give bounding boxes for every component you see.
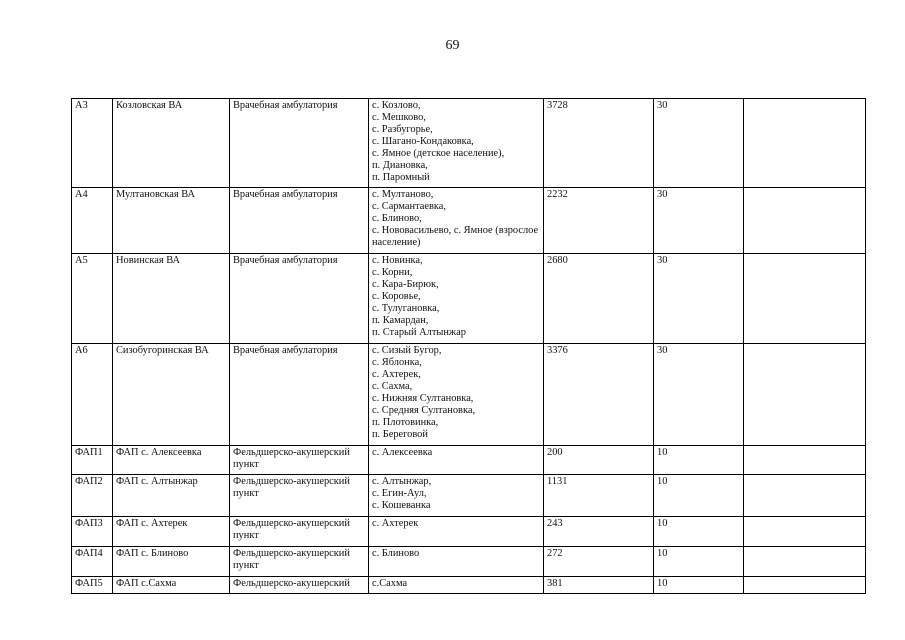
facility-type: Фельдшерско-акушерский пункт <box>230 547 369 577</box>
settlements-cell <box>369 446 544 475</box>
settlement-item: с. Шагано-Кондаковка, <box>372 136 474 147</box>
table-row <box>72 577 866 594</box>
facility-name: ФАП с.Сахма <box>113 577 230 594</box>
settlement-item: с. Средняя Султановка, <box>372 405 476 416</box>
settlement-item: с. Нововасильево, с. Ямное (взрослое <box>372 225 539 236</box>
facility-name: Козловская ВА <box>113 99 230 188</box>
settlement-item: с. Алексеевка <box>372 447 433 458</box>
settlement-item: с. Козлово, <box>372 100 421 111</box>
facility-code: А3 <box>72 99 113 188</box>
facility-code: ФАП4 <box>72 547 113 577</box>
settlement-item: с. Мешково, <box>372 112 426 123</box>
facility-code: А4 <box>72 188 113 254</box>
extra-cell <box>744 254 866 344</box>
table-row <box>72 547 866 577</box>
settlement-item: с. Новинка, <box>372 255 423 266</box>
settlement-item: с. Ахтерек <box>372 518 419 529</box>
settlements-cell <box>369 254 544 344</box>
settlement-item: с. Ахтерек, <box>372 369 421 380</box>
facility-code: ФАП2 <box>72 475 113 517</box>
settlement-item: п. Старый Алтынжар <box>372 327 466 338</box>
facility-type: Врачебная амбулатория <box>230 254 369 344</box>
population-value: 2232 <box>544 188 654 254</box>
population-value: 3728 <box>544 99 654 188</box>
settlement-item: п. Береговой <box>372 429 428 440</box>
extra-cell <box>744 188 866 254</box>
facility-name: ФАП с. Алтынжар <box>113 475 230 517</box>
facility-code: ФАП5 <box>72 577 113 594</box>
facility-type: Врачебная амбулатория <box>230 344 369 446</box>
settlements-cell <box>369 547 544 577</box>
settlements-cell <box>369 577 544 594</box>
settlements-cell <box>369 99 544 188</box>
settlements-cell <box>369 517 544 547</box>
settlement-item: с. Нижняя Султановка, <box>372 393 474 404</box>
settlement-item: с. Яблонка, <box>372 357 422 368</box>
table-row <box>72 517 866 547</box>
extra-cell <box>744 577 866 594</box>
facility-type: Фельдшерско-акушерский пункт <box>230 475 369 517</box>
facility-code: ФАП3 <box>72 517 113 547</box>
facility-type: Фельдшерско-акушерский пункт <box>230 517 369 547</box>
facilities-table <box>71 98 866 594</box>
facility-type: Врачебная амбулатория <box>230 99 369 188</box>
settlement-item: с. Ямное (детское население), <box>372 148 505 159</box>
settlement-item: с. Блиново, <box>372 213 422 224</box>
population-value: 381 <box>544 577 654 594</box>
facility-type: Фельдшерско-акушерский <box>230 577 369 594</box>
settlement-item: с. Тулугановка, <box>372 303 440 314</box>
extra-cell <box>744 475 866 517</box>
settlement-item: с. Разбугорье, <box>372 124 433 135</box>
table-row <box>72 254 866 344</box>
distance-value: 10 <box>654 517 744 547</box>
settlement-item: с. Егин-Аул, <box>372 488 427 499</box>
facility-code: А5 <box>72 254 113 344</box>
settlement-item: п. Паромный <box>372 172 430 183</box>
settlements-cell <box>369 475 544 517</box>
settlement-item: с. Коровье, <box>372 291 421 302</box>
distance-value: 10 <box>654 446 744 475</box>
settlement-item: население) <box>372 237 421 248</box>
facility-name: Мултановская ВА <box>113 188 230 254</box>
population-value: 2680 <box>544 254 654 344</box>
extra-cell <box>744 547 866 577</box>
page-number: 69 <box>445 38 460 53</box>
population-value: 272 <box>544 547 654 577</box>
extra-cell <box>744 446 866 475</box>
settlement-item: п. Диановка, <box>372 160 428 171</box>
settlement-item: с. Сахма, <box>372 381 413 392</box>
distance-value: 10 <box>654 475 744 517</box>
settlement-item: с.Сахма <box>372 578 408 589</box>
table-row <box>72 188 866 254</box>
facility-name: ФАП с. Ахтерек <box>113 517 230 547</box>
extra-cell <box>744 344 866 446</box>
extra-cell <box>744 99 866 188</box>
table-row <box>72 446 866 475</box>
settlement-item: с. Корни, <box>372 267 413 278</box>
population-value: 3376 <box>544 344 654 446</box>
settlement-item: с. Мултаново, <box>372 189 434 200</box>
facility-name: Сизобугоринская ВА <box>113 344 230 446</box>
settlements-cell <box>369 344 544 446</box>
settlement-item: с. Сармантаевка, <box>372 201 446 212</box>
facility-type: Фельдшерско-акушерский пункт <box>230 446 369 475</box>
distance-value: 10 <box>654 577 744 594</box>
distance-value: 30 <box>654 188 744 254</box>
population-value: 200 <box>544 446 654 475</box>
facility-name: ФАП с. Блиново <box>113 547 230 577</box>
settlement-item: с. Кошеванка <box>372 500 431 511</box>
distance-value: 30 <box>654 344 744 446</box>
settlement-item: с. Блиново <box>372 548 420 559</box>
distance-value: 30 <box>654 254 744 344</box>
settlement-item: с. Сизый Бугор, <box>372 345 442 356</box>
table-row <box>72 344 866 446</box>
facility-code: ФАП1 <box>72 446 113 475</box>
extra-cell <box>744 517 866 547</box>
distance-value: 10 <box>654 547 744 577</box>
table-row <box>72 99 866 188</box>
table-row <box>72 475 866 517</box>
settlements-cell <box>369 188 544 254</box>
facility-name: Новинская ВА <box>113 254 230 344</box>
population-value: 243 <box>544 517 654 547</box>
settlement-item: п. Камардан, <box>372 315 429 326</box>
settlement-item: с. Алтынжар, <box>372 476 432 487</box>
facility-type: Врачебная амбулатория <box>230 188 369 254</box>
distance-value: 30 <box>654 99 744 188</box>
facility-name: ФАП с. Алексеевка <box>113 446 230 475</box>
settlement-item: с. Кара-Бирюк, <box>372 279 439 290</box>
population-value: 1131 <box>544 475 654 517</box>
facility-code: А6 <box>72 344 113 446</box>
settlement-item: п. Плотовинка, <box>372 417 439 428</box>
